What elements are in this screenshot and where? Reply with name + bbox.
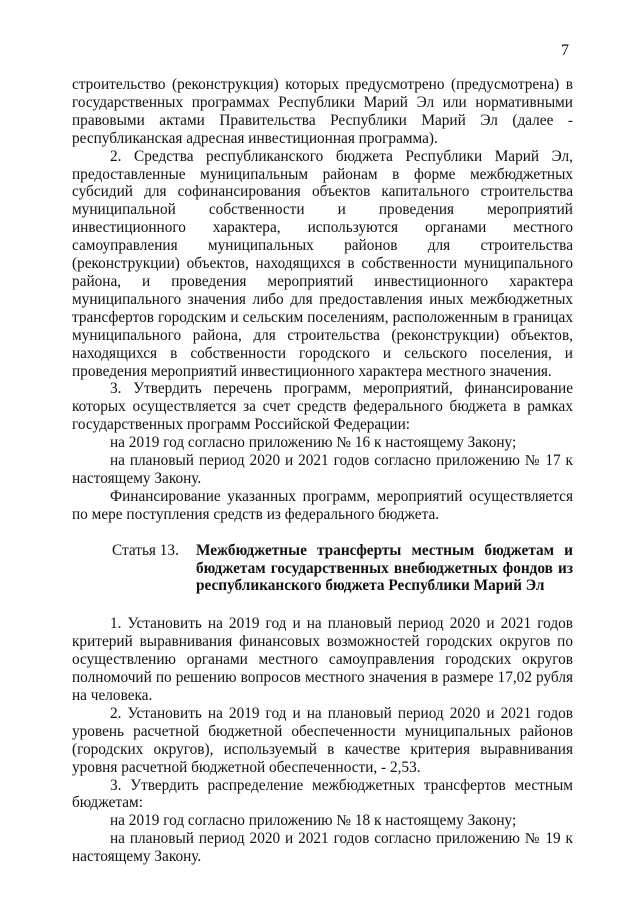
article-paragraph: 3. Утвердить распределение межбюджетных трансфертов местным бюджетам: — [72, 776, 573, 812]
article-paragraph: на 2019 год согласно приложению № 18 к настоящему Закону; — [110, 812, 517, 830]
article-heading — [72, 542, 573, 596]
paragraph: на плановый период 2020 и 2021 годов согласно приложению № 17 к настоящему Закону. — [72, 452, 573, 487]
paragraph: Финансирование указанных программ, мероприятий осуществляется по мере поступления средств из федерального бюджета. — [72, 487, 573, 523]
article-paragraph: 2. Установить на 2019 год и на плановый период 2020 и 2021 годов уровень расчетной бюджетной обеспеченности муниципальных районов (городских округов), используемый в качестве критерия выравнивания уровня расчетной бюджетной обеспеченности, - 2,53. — [72, 704, 573, 776]
paragraph: строительство (реконструкция) которых предусмотрено (предусмотрена) в государственных программах Республики Марий Эл или нормативными правовыми актами Правительства Республики Марий Эл (далее - республиканская адресная инвестиционная программа). — [72, 76, 573, 147]
article-paragraph: 1. Установить на 2019 год и на плановый период 2020 и 2021 годов критерий выравнивания финансовых возможностей городских округов по осуществлению органами местного самоуправления городских округов полномочий по решению вопросов местного значения в размере 17,02 рубля на человека. — [72, 615, 573, 704]
document-body — [72, 76, 573, 866]
paragraph: 3. Утвердить перечень программ, мероприятий, финансирование которых осуществляется за счет средств федерального бюджета в рамках государственных программ Российской Федерации: — [72, 380, 573, 434]
paragraph: на 2019 год согласно приложению № 16 к настоящему Закону; — [110, 434, 517, 452]
paragraph: 2. Средства республиканского бюджета Республики Марий Эл, предоставленные муниципальным районам в форме межбюджетных субсидий для софинансирования объектов капитального строительства муниципальной собственности и проведения мероприятий инвестиционного характера, используются органами местного самоуправления муниципальных районов для строительства (реконструкции) объектов, находящихся в собственности муниципального района, и проведения мероприятий инвестиционного характера муниципального значения либо для предоставления иных межбюджетных трансфертов городским и сельским поселениям, расположенным в границах муниципального района, для строительства (реконструкции) объектов, находящихся в собственности городского и сельского поселения, и проведения мероприятий инвестиционного характера местного значения. — [72, 147, 573, 380]
article-paragraph: на плановый период 2020 и 2021 годов согласно приложению № 19 к настоящему Закону. — [72, 830, 573, 866]
page-number: 7 — [561, 42, 569, 59]
article-title: Межбюджетные трансферты местным бюджетам и бюджетам государственных внебюджетных фондов из республиканского бюджета Республики Марий Эл — [196, 541, 573, 595]
article-label: Статья 13. — [112, 541, 179, 559]
